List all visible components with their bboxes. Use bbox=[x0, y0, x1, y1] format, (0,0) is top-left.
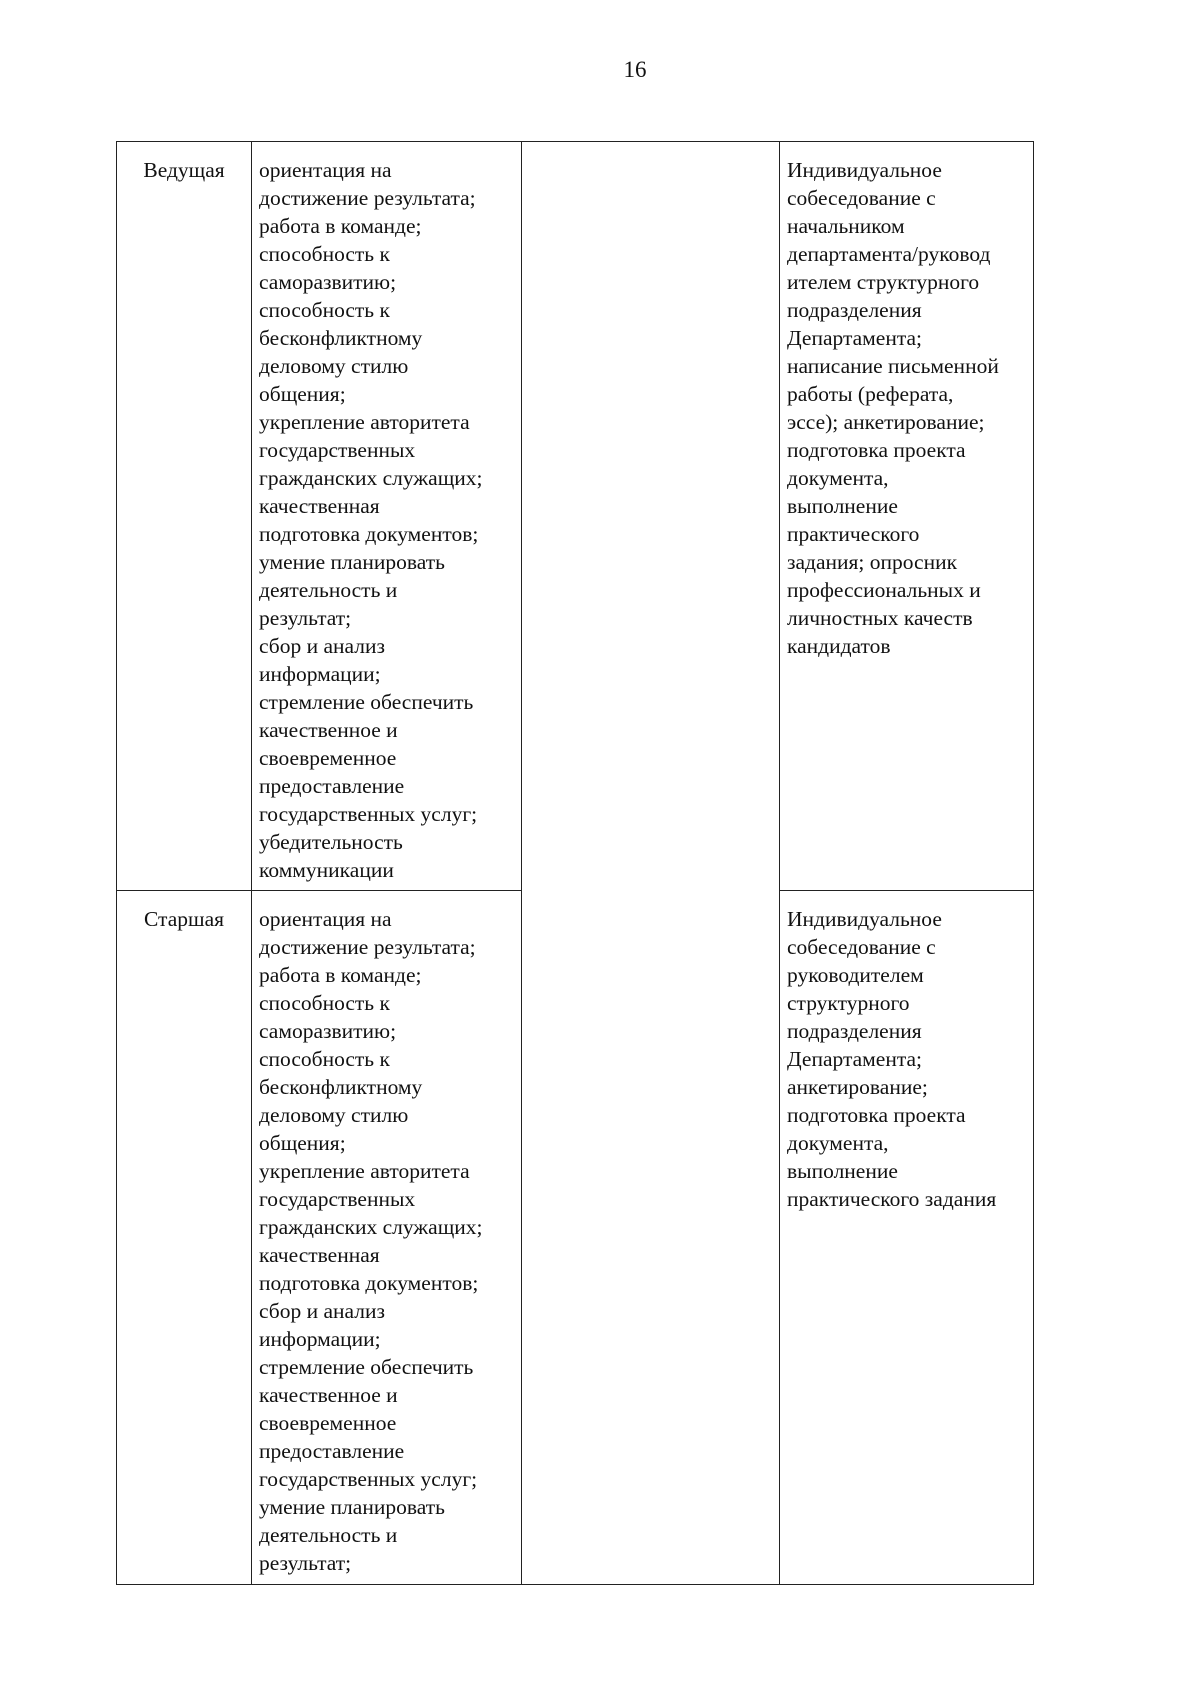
method-line: эссе); анкетирование; bbox=[787, 410, 985, 434]
method-line: подразделения bbox=[787, 1019, 922, 1043]
method-line: практического bbox=[787, 522, 920, 546]
method-line: начальником bbox=[787, 214, 905, 238]
method-line: работы (реферата, bbox=[787, 382, 954, 406]
competency-line: способность к bbox=[259, 242, 390, 266]
category-cell bbox=[117, 891, 252, 1585]
competency-line: предоставление bbox=[259, 1439, 405, 1463]
competency-line: качественная bbox=[259, 494, 380, 518]
competency-line: сбор и анализ bbox=[259, 634, 386, 658]
method-line: подразделения bbox=[787, 298, 922, 322]
page-number: 16 bbox=[623, 57, 647, 82]
competency-line: коммуникации bbox=[259, 858, 394, 882]
table-row-leading bbox=[117, 142, 1034, 891]
competencies-cell bbox=[252, 142, 522, 891]
method-line: задания; опросник bbox=[787, 550, 958, 574]
method-line: Индивидуальное bbox=[787, 158, 942, 182]
competency-line: деятельность и bbox=[259, 1523, 398, 1547]
method-line: практического задания bbox=[787, 1187, 997, 1211]
method-line: профессиональных и bbox=[787, 578, 981, 602]
competency-line: общения; bbox=[259, 382, 346, 406]
method-line: ителем структурного bbox=[787, 270, 980, 294]
methods-cell bbox=[780, 142, 1034, 891]
category-label: Ведущая bbox=[143, 158, 225, 182]
competency-line: укрепление авторитета bbox=[259, 1159, 470, 1183]
competency-line: государственных bbox=[259, 438, 416, 462]
competency-line: работа в команде; bbox=[259, 963, 422, 987]
competency-line: укрепление авторитета bbox=[259, 410, 470, 434]
competency-line: способность к bbox=[259, 1047, 390, 1071]
method-line: собеседование с bbox=[787, 935, 936, 959]
competency-line: ориентация на bbox=[259, 907, 392, 931]
method-line: департамента/руковод bbox=[787, 242, 991, 266]
competencies-cell bbox=[252, 891, 522, 1585]
competency-line: бесконфликтному bbox=[259, 1075, 423, 1099]
competency-line: качественная bbox=[259, 1243, 380, 1267]
competency-line: подготовка документов; bbox=[259, 522, 479, 546]
competency-line: способность к bbox=[259, 991, 390, 1015]
category-cell bbox=[117, 142, 252, 891]
competency-line: своевременное bbox=[259, 1411, 397, 1435]
competency-line: бесконфликтному bbox=[259, 326, 423, 350]
competency-line: качественное и bbox=[259, 718, 398, 742]
competency-line: умение планировать bbox=[259, 550, 445, 574]
competency-line: гражданских служащих; bbox=[259, 466, 483, 490]
competency-line: умение планировать bbox=[259, 1495, 445, 1519]
competency-line: саморазвитию; bbox=[259, 270, 397, 294]
method-line: структурного bbox=[787, 991, 910, 1015]
method-line: документа, bbox=[787, 466, 889, 490]
competency-line: работа в команде; bbox=[259, 214, 422, 238]
competency-line: результат; bbox=[259, 606, 352, 630]
competency-line: государственных bbox=[259, 1187, 416, 1211]
method-line: выполнение bbox=[787, 494, 898, 518]
competency-line: достижение результата; bbox=[259, 186, 476, 210]
method-line: Департамента; bbox=[787, 326, 923, 350]
methods-cell bbox=[780, 891, 1034, 1585]
competency-line: своевременное bbox=[259, 746, 397, 770]
method-line: кандидатов bbox=[787, 634, 891, 658]
competency-line: стремление обеспечить bbox=[259, 690, 474, 714]
method-line: собеседование с bbox=[787, 186, 936, 210]
method-line: написание письменной bbox=[787, 354, 999, 378]
method-line: подготовка проекта bbox=[787, 438, 966, 462]
competency-line: деятельность и bbox=[259, 578, 398, 602]
competency-line: предоставление bbox=[259, 774, 405, 798]
competency-line: ориентация на bbox=[259, 158, 392, 182]
competency-line: саморазвитию; bbox=[259, 1019, 397, 1043]
competency-line: государственных услуг; bbox=[259, 1467, 478, 1491]
competency-table bbox=[116, 141, 1034, 1585]
method-line: документа, bbox=[787, 1131, 889, 1155]
competency-line: государственных услуг; bbox=[259, 802, 478, 826]
competency-line: сбор и анализ bbox=[259, 1299, 386, 1323]
competency-line: информации; bbox=[259, 662, 381, 686]
method-line: Департамента; bbox=[787, 1047, 923, 1071]
competency-line: стремление обеспечить bbox=[259, 1355, 474, 1379]
competency-line: подготовка документов; bbox=[259, 1271, 479, 1295]
method-line: выполнение bbox=[787, 1159, 898, 1183]
method-line: руководителем bbox=[787, 963, 924, 987]
method-line: личностных качеств bbox=[787, 606, 973, 630]
category-label: Старшая bbox=[144, 907, 224, 931]
competency-line: способность к bbox=[259, 298, 390, 322]
empty-merged-cell bbox=[522, 142, 780, 1585]
competency-line: информации; bbox=[259, 1327, 381, 1351]
competency-line: качественное и bbox=[259, 1383, 398, 1407]
competency-line: результат; bbox=[259, 1551, 352, 1575]
competency-line: достижение результата; bbox=[259, 935, 476, 959]
competency-line: деловому стилю bbox=[259, 354, 409, 378]
method-line: подготовка проекта bbox=[787, 1103, 966, 1127]
method-line: Индивидуальное bbox=[787, 907, 942, 931]
competency-line: общения; bbox=[259, 1131, 346, 1155]
competency-line: гражданских служащих; bbox=[259, 1215, 483, 1239]
method-line: анкетирование; bbox=[787, 1075, 928, 1099]
competency-line: убедительность bbox=[259, 830, 403, 854]
competency-line: деловому стилю bbox=[259, 1103, 409, 1127]
